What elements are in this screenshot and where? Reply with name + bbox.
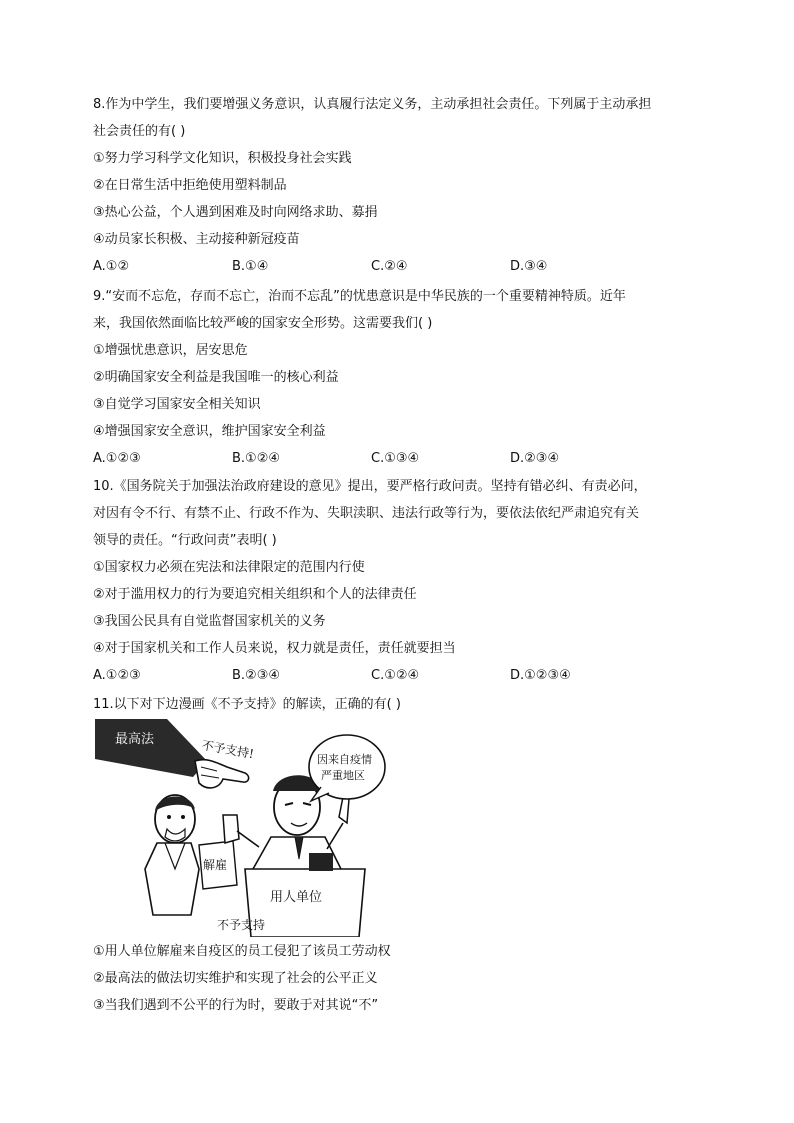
option-c[interactable]: C.①②④	[371, 668, 420, 683]
bubble-line-1: 因来自疫情	[317, 753, 372, 766]
question-stem-line: 社会责任的有( )	[93, 124, 186, 139]
option-a[interactable]: A.①②③	[93, 668, 141, 683]
statement: ②明确国家安全利益是我国唯一的核心利益	[93, 370, 339, 385]
statement: ①努力学习科学文化知识，积极投身社会实践	[93, 151, 352, 166]
question-stem-line: 10.《国务院关于加强法治政府建设的意见》提出，要严格行政问责。坚持有错必纠、有责必问，	[93, 479, 647, 494]
option-d[interactable]: D.①②③④	[510, 668, 571, 683]
statement: ③我国公民具有自觉监督国家机关的义务	[93, 614, 326, 629]
book-on-desk	[309, 853, 333, 871]
desk-label: 用人单位	[270, 890, 323, 905]
stop-arm	[237, 831, 259, 847]
statement: ①增强忧患意识，居安思危	[93, 343, 248, 358]
question-stem-line: 11.以下对下边漫画《不予支持》的解读，正确的有( )	[93, 697, 401, 712]
paper-label: 解雇	[203, 858, 228, 872]
statement: ②最高法的做法切实维护和实现了社会的公平正义	[93, 971, 378, 986]
question-8	[93, 91, 703, 280]
answer-options	[93, 662, 703, 689]
question-stem-line: 对因有令不行、有禁不止、行政不作为、失职渎职、违法行政等行为，要依法依纪严肃追究有关	[93, 506, 640, 521]
worker-body	[145, 843, 199, 915]
statement: ①国家权力必须在宪法和法律限定的范围内行使	[93, 560, 365, 575]
question-10	[93, 473, 703, 689]
answer-options	[93, 253, 703, 280]
question-11	[93, 691, 703, 718]
question-stem-line: 来，我国依然面临比较严峻的国家安全形势。这需要我们( )	[93, 316, 433, 331]
option-a[interactable]: A.①②③	[93, 451, 141, 466]
statement: ③自觉学习国家安全相关知识	[93, 397, 261, 412]
sleeve-shape	[95, 719, 207, 777]
question-9	[93, 283, 703, 472]
statement: ②对于滥用权力的行为要追究相关组织和个人的法律责任	[93, 587, 417, 602]
question-stem-line: 领导的责任。“行政问责”表明( )	[93, 533, 277, 548]
option-c[interactable]: C.②④	[371, 259, 408, 274]
question-11-statements	[93, 938, 703, 1019]
question-stem-line: 8.作为中学生，我们要增强义务意识，认真履行法定义务，主动承担社会责任。下列属于主动承担	[93, 97, 652, 112]
option-d[interactable]: D.②③④	[510, 451, 560, 466]
statement: ④增强国家安全意识，维护国家安全利益	[93, 424, 326, 439]
statement: ③热心公益，个人遇到困难及时向网络求助、募捐	[93, 205, 378, 220]
option-b[interactable]: B.②③④	[232, 668, 281, 683]
sleeve-label: 最高法	[115, 732, 155, 747]
answer-options	[93, 445, 703, 472]
option-d[interactable]: D.③④	[510, 259, 548, 274]
worker-eye	[181, 815, 185, 819]
comic-illustration	[95, 719, 387, 937]
option-b[interactable]: B.①②④	[232, 451, 281, 466]
statement: ③当我们遇到不公平的行为时，要敢于对其说“不”	[93, 998, 379, 1013]
option-a[interactable]: A.①②	[93, 259, 130, 274]
bubble-line-2: 严重地区	[321, 769, 365, 782]
option-c[interactable]: C.①③④	[371, 451, 420, 466]
option-b[interactable]: B.①④	[232, 259, 269, 274]
question-stem-line: 9.“安而不忘危，存而不忘亡，治而不忘乱”的忧患意识是中华民族的一个重要精神特质。近年	[93, 289, 626, 304]
raised-finger	[339, 797, 349, 823]
statement: ②在日常生活中拒绝使用塑料制品	[93, 178, 287, 193]
statement: ④动员家长积极、主动接种新冠疫苗	[93, 232, 300, 247]
statement: ④对于国家机关和工作人员来说，权力就是责任，责任就要担当	[93, 641, 456, 656]
stop-hand	[223, 815, 239, 843]
statement: ①用人单位解雇来自疫区的员工侵犯了该员工劳动权	[93, 944, 391, 959]
worker-eye	[167, 815, 171, 819]
comic-caption: 不予支持	[217, 918, 266, 932]
speech-text: 不予支持!	[200, 738, 255, 762]
pointing-hand	[195, 760, 249, 788]
raised-arm	[327, 823, 343, 849]
